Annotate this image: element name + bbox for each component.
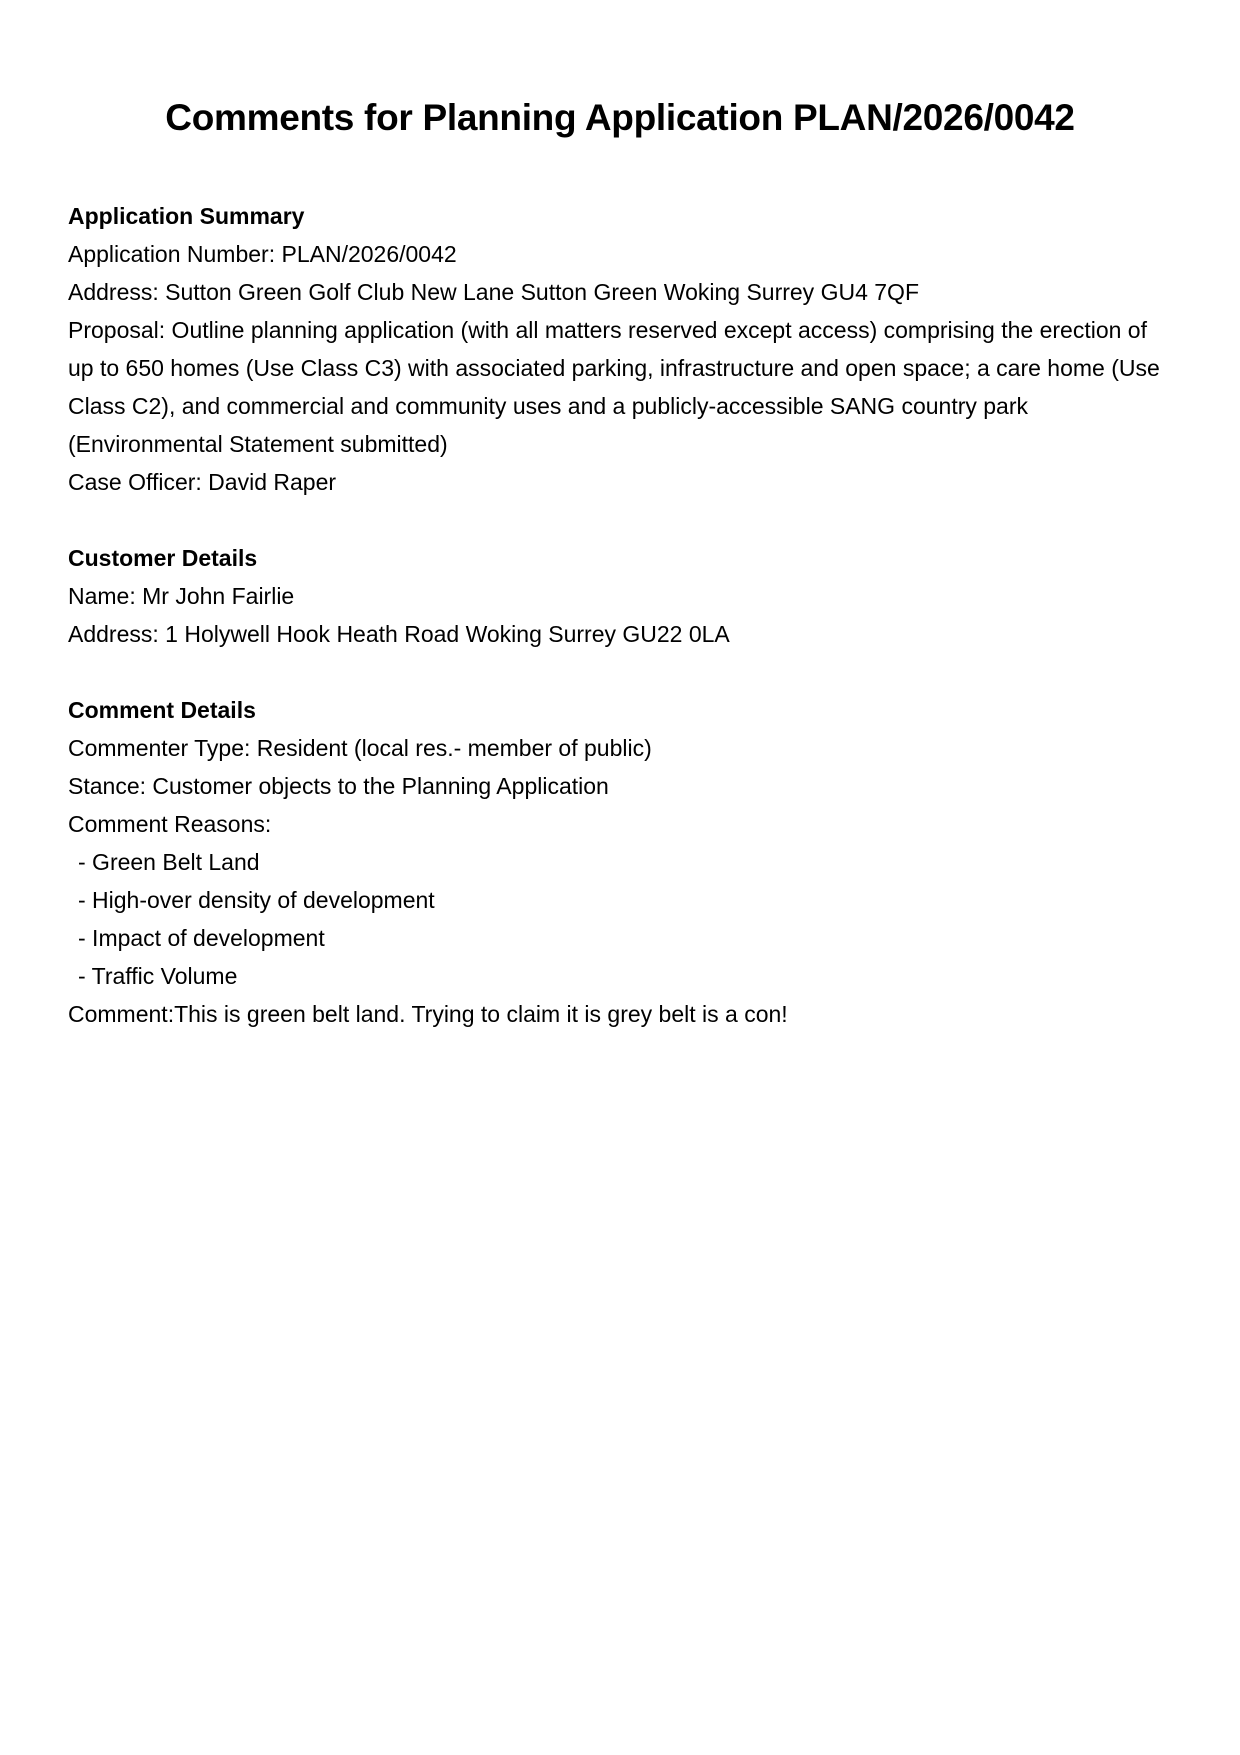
comment-reason-item: - Traffic Volume — [78, 963, 238, 989]
section-heading-comment-details: Comment Details — [68, 697, 256, 723]
customer-name-line: Name: Mr John Fairlie — [68, 583, 295, 609]
comment-reason-item: - Green Belt Land — [78, 849, 260, 875]
comment-reason-item: - Impact of development — [78, 925, 325, 951]
comment-reason-item: - High-over density of development — [78, 887, 435, 913]
customer-address-line: Address: 1 Holywell Hook Heath Road Woking Surrey GU22 0LA — [68, 621, 730, 647]
comment-text-line: Comment:This is green belt land. Trying to claim it is grey belt is a con! — [68, 1001, 788, 1027]
application-address-line: Address: Sutton Green Golf Club New Lane Sutton Green Woking Surrey GU4 7QF — [68, 279, 919, 305]
document-title: Comments for Planning Application PLAN/2026/0042 — [165, 97, 1075, 138]
document-content — [0, 197, 1240, 1033]
commenter-type-line: Commenter Type: Resident (local res.- member of public) — [68, 735, 652, 761]
proposal-line: Proposal: Outline planning application (with all matters reserved except access) comprising the erection of up to 650 homes (Use Class C3) with associated parking, infrastructure and open space; a care home (Use Class C2), and commercial and community uses and a publicly-accessible SANG country park (Environmental Statement submitted) — [68, 317, 1160, 457]
section-heading-customer-details: Customer Details — [68, 545, 258, 571]
stance-line: Stance: Customer objects to the Planning Application — [68, 773, 609, 799]
section-heading-application-summary: Application Summary — [68, 203, 305, 229]
comment-reasons-label: Comment Reasons: — [68, 811, 272, 837]
application-number-line: Application Number: PLAN/2026/0042 — [68, 241, 457, 267]
case-officer-line: Case Officer: David Raper — [68, 469, 337, 495]
